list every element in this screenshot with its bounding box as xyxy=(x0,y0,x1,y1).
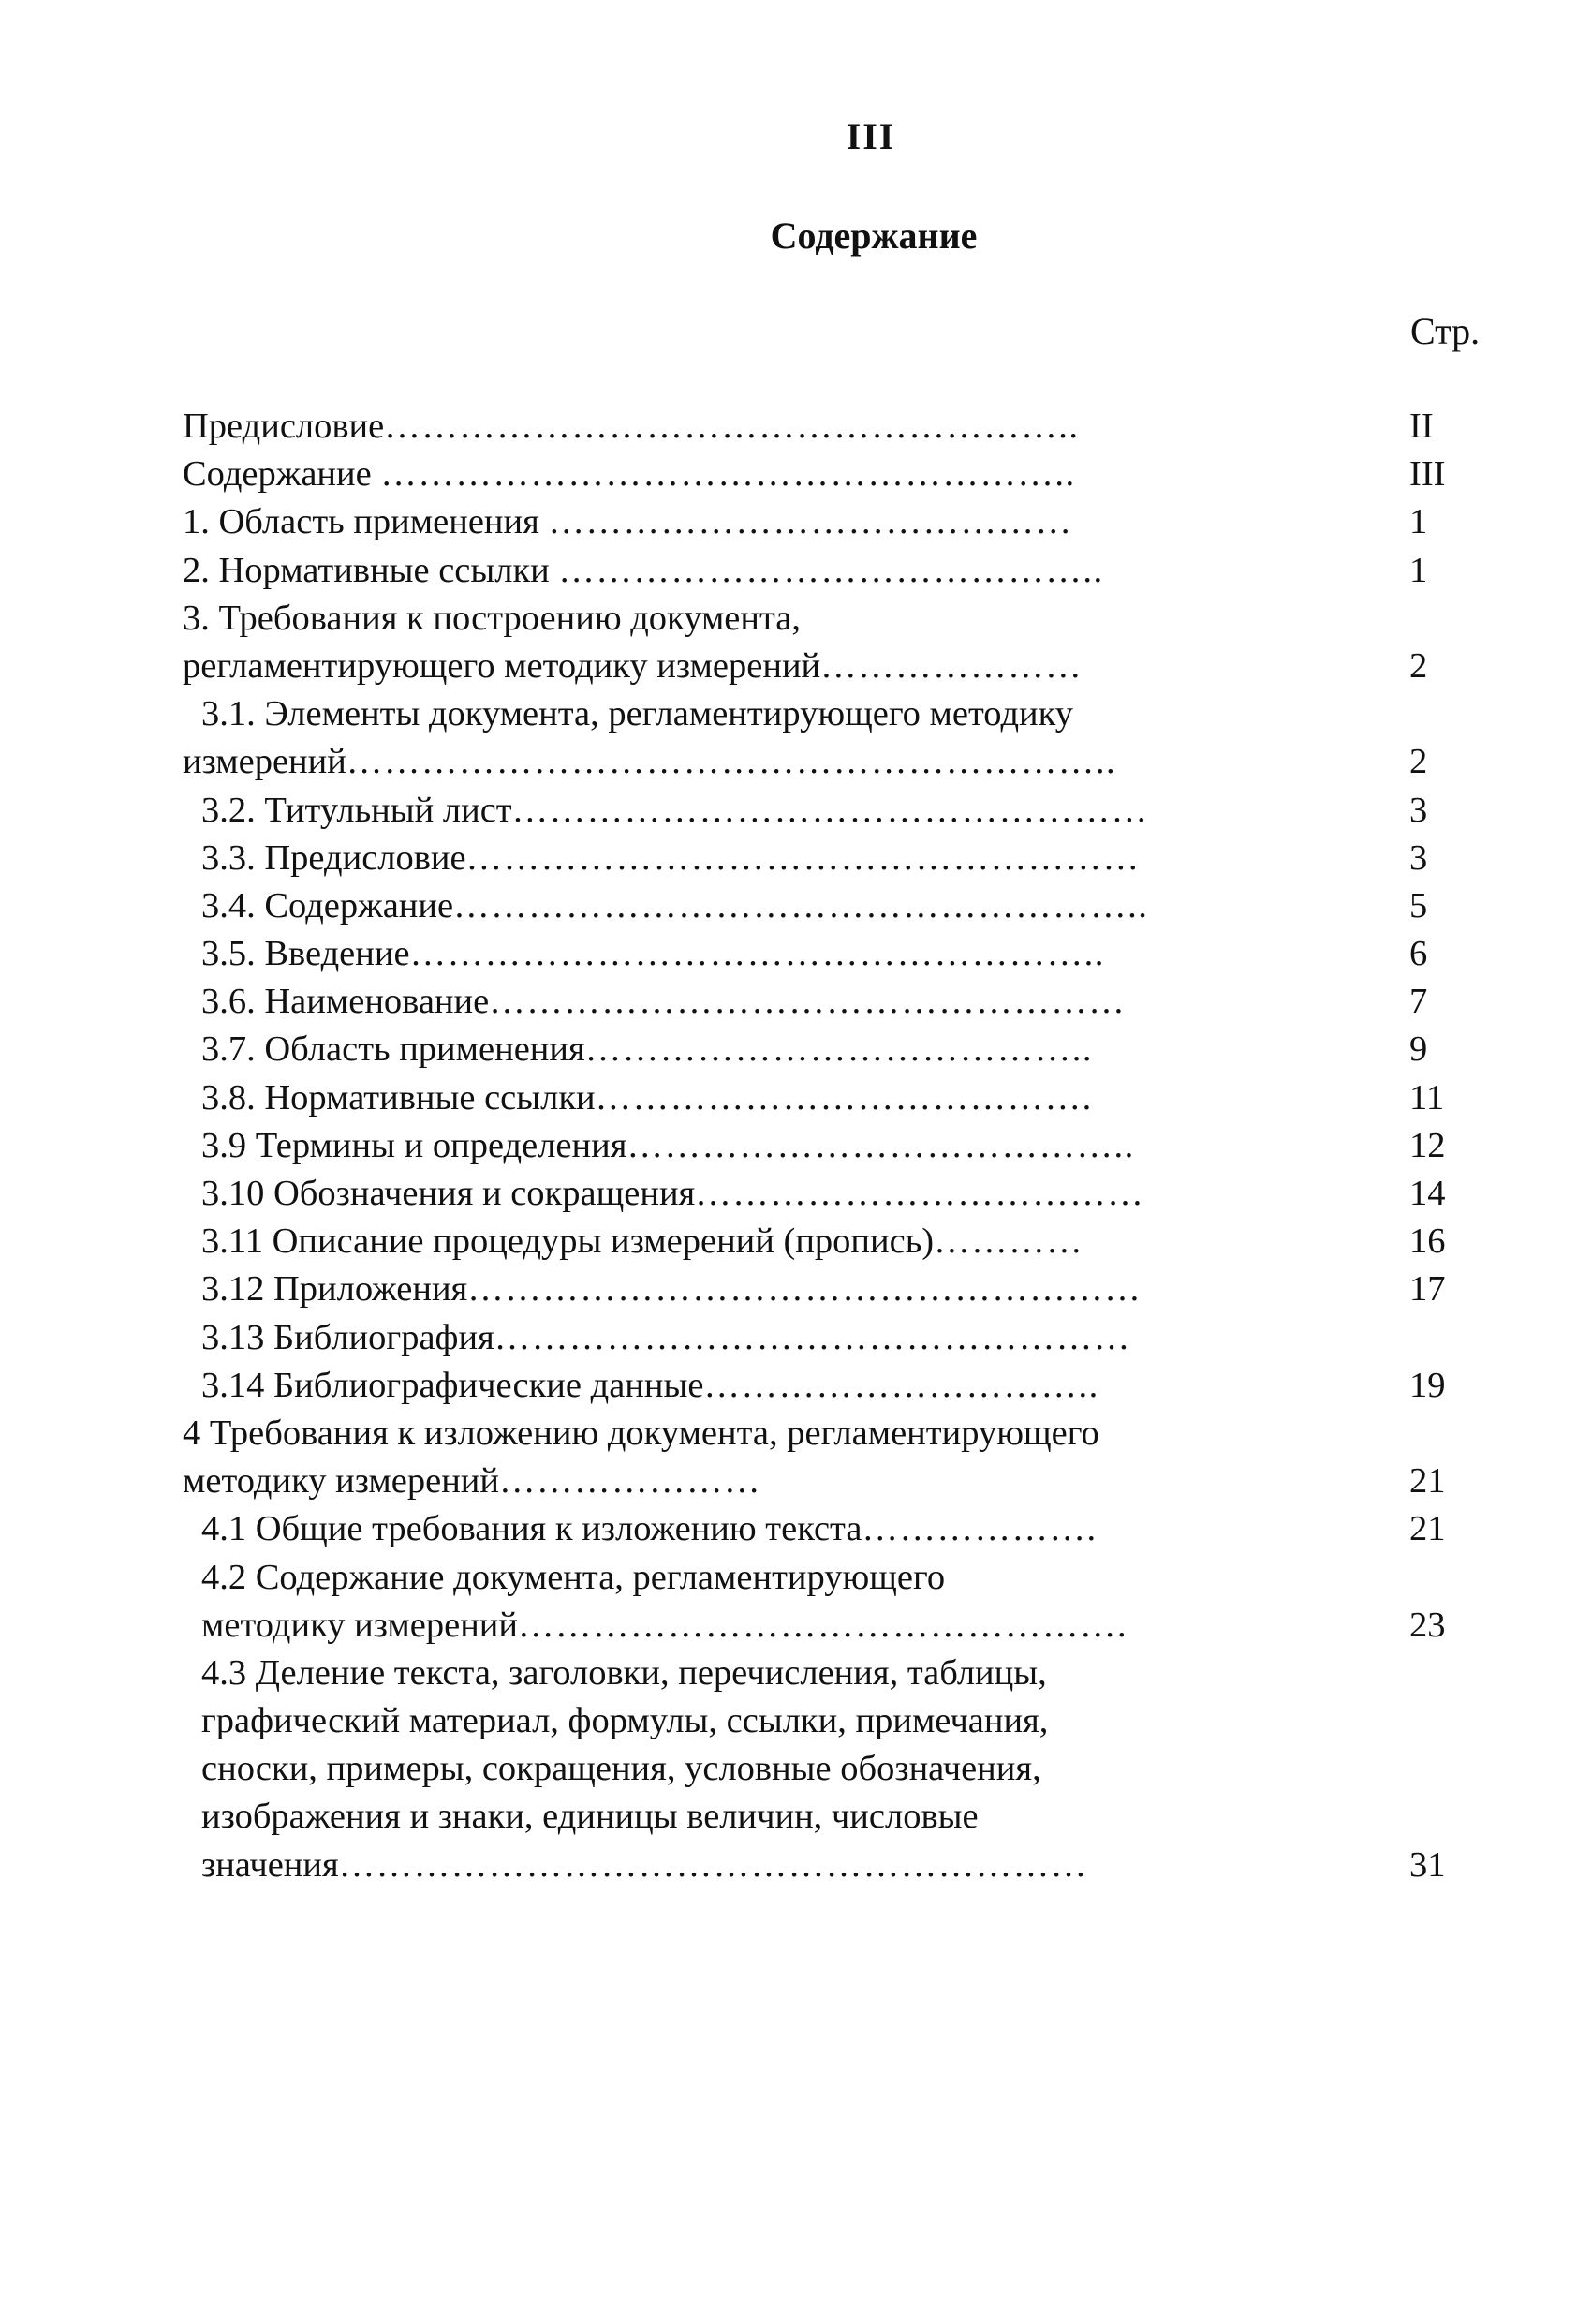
toc-entry-label: 3. Требования к построению документа, xyxy=(183,598,802,638)
toc-entry-label: 3.7. Область применения xyxy=(201,1029,585,1070)
toc-entry-label: 3.1. Элементы документа, регламентирующего методику xyxy=(201,694,1074,734)
toc-entry-page-number xyxy=(1409,1554,1494,1602)
toc-entry xyxy=(183,787,1494,835)
toc-entry-text xyxy=(201,1745,1041,1793)
toc-entry-text xyxy=(201,1266,1142,1313)
toc-entry-label: 4 Требования к изложению документа, регламентирующего xyxy=(183,1413,1099,1453)
toc-entry-text xyxy=(183,498,1072,546)
toc-entry-page-number xyxy=(1409,690,1494,738)
toc-entry-label: 1. Область применения xyxy=(183,502,549,542)
toc-entry xyxy=(183,1314,1494,1362)
toc-entry-page-number xyxy=(1409,595,1494,643)
toc-entry-text xyxy=(201,787,1149,835)
toc-entry-text xyxy=(183,1410,1099,1458)
toc-entry-leader-dots: ………………………….. xyxy=(703,1365,1099,1405)
toc-entry xyxy=(183,1218,1494,1266)
toc-entry-leader-dots: ……………………………………………….. xyxy=(380,454,1076,495)
toc-entry-leader-dots: ……………………………………………….. xyxy=(384,407,1080,446)
toc-entry-leader-dots: ……………………………………………….. xyxy=(453,885,1149,925)
toc-entry-leader-dots: …………………………………………………… xyxy=(338,1844,1088,1885)
toc-entry-text xyxy=(201,690,1073,738)
toc-entry xyxy=(183,930,1494,978)
toc-entry-page-number: 23 xyxy=(1409,1605,1446,1645)
toc-entry-label: 4.2 Содержание документа, регламентирующего xyxy=(201,1557,946,1597)
toc-entry-leader-dots: ………………. xyxy=(862,1509,1098,1549)
toc-entry xyxy=(183,1697,1494,1745)
toc-entry-page-number xyxy=(1409,1793,1494,1841)
toc-entry-label: 3.9 Термины и определения xyxy=(201,1125,627,1165)
toc-entry xyxy=(183,1842,1494,1889)
toc-entry-page-number: 2 xyxy=(1409,742,1428,782)
toc-entry-label: Предисловие xyxy=(183,407,385,446)
toc-entry-leader-dots: …………………………………….. xyxy=(558,550,1104,590)
toc-entry-page-number: 11 xyxy=(1409,1077,1445,1118)
toc-entry-page-number: 3 xyxy=(1409,790,1428,830)
toc-entry-label: Содержание xyxy=(183,454,381,495)
toc-entry-page-number xyxy=(1409,1745,1494,1793)
toc-entry-leader-dots: ……………………………………………… xyxy=(465,837,1141,878)
toc-entry-label: методику измерений xyxy=(183,1461,500,1502)
toc-entry xyxy=(183,451,1494,498)
toc-entry-leader-dots: …………………………………. xyxy=(595,1077,1093,1118)
toc-entry-page-number: III xyxy=(1409,454,1446,495)
toc-entry-label: сноски, примеры, сокращения, условные обозначения, xyxy=(201,1749,1041,1789)
toc-entry xyxy=(183,403,1494,451)
toc-entry xyxy=(183,547,1494,595)
toc-entry-text xyxy=(201,882,1148,930)
toc-entry-label: 4.1 Общие требования к изложению текста xyxy=(201,1509,862,1549)
toc-entry-leader-dots: …………………………………………… xyxy=(494,1317,1131,1357)
toc-entry-label: 3.6. Наименование xyxy=(201,982,490,1022)
toc-entry-label: 3.5. Введение xyxy=(201,934,410,974)
toc-entry-page-number: 9 xyxy=(1409,1029,1428,1070)
toc-entry-page-number: 5 xyxy=(1409,885,1428,925)
toc-entry-page-number: 1 xyxy=(1409,502,1428,542)
toc-entry-page-number: 21 xyxy=(1409,1509,1446,1549)
toc-entry-page-number: 17 xyxy=(1409,1269,1446,1310)
toc-entry xyxy=(183,643,1494,690)
toc-entry xyxy=(183,595,1494,643)
toc-entry-text xyxy=(201,1697,1048,1745)
toc-entry-page-number: 16 xyxy=(1409,1221,1446,1262)
toc-entry-text xyxy=(201,1602,1128,1650)
toc-entry-text xyxy=(201,1505,1098,1553)
toc-entry-text xyxy=(201,1074,1093,1122)
toc-entry xyxy=(183,1650,1494,1697)
toc-entry-page-number xyxy=(1409,1410,1494,1458)
toc-entry-label: измерений xyxy=(183,742,346,782)
toc-entry-leader-dots: ……………………………………………… xyxy=(467,1269,1142,1310)
toc-entry-text xyxy=(201,1026,1093,1073)
toc-entry-label: методику измерений xyxy=(201,1605,519,1645)
toc-entry-leader-dots: ………………………………….. xyxy=(584,1029,1093,1070)
toc-entry-text xyxy=(201,1362,1099,1410)
toc-entry xyxy=(183,1554,1494,1602)
toc-entry-text xyxy=(201,1218,1083,1266)
toc-entry-text xyxy=(201,978,1126,1026)
toc-entry-text xyxy=(201,1122,1135,1170)
toc-entry-page-number xyxy=(1409,1314,1494,1362)
toc-entry-text xyxy=(183,403,1080,451)
toc-entry-page-number: 2 xyxy=(1409,645,1428,686)
toc-entry-label: 3.3. Предисловие xyxy=(201,837,466,878)
toc-entry-leader-dots: …………………………………………… xyxy=(511,790,1149,830)
toc-entry-label: 3.13 Библиография xyxy=(201,1317,494,1357)
toc-entry xyxy=(183,1266,1494,1313)
toc-entry-leader-dots: ……………………………… xyxy=(695,1174,1145,1213)
toc-entry-text xyxy=(201,1793,979,1841)
toc-entry-text xyxy=(201,1842,1088,1889)
toc-entry xyxy=(183,1505,1494,1553)
page-number: III xyxy=(846,115,896,157)
toc-entry xyxy=(183,1170,1494,1218)
toc-entry-text xyxy=(201,835,1141,882)
toc-entry xyxy=(183,1362,1494,1410)
toc-entry-page-number: 3 xyxy=(1409,837,1428,878)
toc-entry xyxy=(183,498,1494,546)
toc-entry-text xyxy=(201,1314,1131,1362)
toc-entry-text xyxy=(201,1170,1144,1218)
toc-entry-label: регламентирующего методику измерений xyxy=(183,645,821,686)
toc-entry-text xyxy=(183,738,1116,786)
toc-entry-page-number: 21 xyxy=(1409,1461,1446,1502)
toc-entry-text xyxy=(201,1554,945,1602)
toc-entry-text xyxy=(183,451,1076,498)
toc-entry-page-number: 19 xyxy=(1409,1365,1446,1405)
toc-entry xyxy=(183,1458,1494,1505)
toc-entry xyxy=(183,1793,1494,1841)
toc-entry xyxy=(183,1074,1494,1122)
toc-entry-page-number: 1 xyxy=(1409,550,1428,590)
table-of-contents xyxy=(183,403,1494,1889)
toc-entry-label: 3.2. Титульный лист xyxy=(201,790,512,830)
toc-entry-page-number xyxy=(1409,1697,1494,1745)
page-title: Содержание xyxy=(770,215,978,257)
toc-entry-leader-dots: …………………………………………. xyxy=(518,1605,1128,1645)
toc-entry-label: 4.3 Деление текста, заголовки, перечисления, таблицы, xyxy=(201,1652,1047,1693)
toc-entry-leader-dots: ………………… xyxy=(820,645,1083,686)
toc-entry-page-number: 14 xyxy=(1409,1174,1446,1213)
toc-entry-leader-dots: …………………………………………………….. xyxy=(346,742,1117,782)
toc-entry-leader-dots: …………………………………… xyxy=(548,502,1073,542)
toc-entry-label: 3.8. Нормативные ссылки xyxy=(201,1077,596,1118)
toc-entry-page-number xyxy=(1409,1650,1494,1697)
toc-entry-text xyxy=(201,930,1105,978)
toc-entry-page-number: 7 xyxy=(1409,982,1428,1022)
toc-entry-label: изображения и знаки, единицы величин, числовые xyxy=(201,1797,979,1837)
toc-entry-label: значения xyxy=(201,1844,339,1885)
toc-entry-leader-dots: ……………………………………………….. xyxy=(409,934,1105,974)
toc-entry-label: 3.4. Содержание xyxy=(201,885,454,925)
toc-entry-label: 3.11 Описание процедуры измерений (пропись) xyxy=(201,1221,935,1262)
page-column-header: Стр. xyxy=(1410,310,1481,352)
toc-entry xyxy=(183,690,1494,738)
toc-entry-page-number: 31 xyxy=(1409,1844,1446,1885)
toc-entry-label: 3.10 Обозначения и сокращения xyxy=(201,1174,696,1213)
toc-entry-label: графический материал, формулы, ссылки, примечания, xyxy=(201,1701,1049,1741)
toc-entry-leader-dots: ………………… xyxy=(499,1461,762,1502)
toc-entry xyxy=(183,1410,1494,1458)
toc-entry xyxy=(183,1745,1494,1793)
toc-entry-label: 3.12 Приложения xyxy=(201,1269,468,1310)
toc-entry-page-number: 12 xyxy=(1409,1125,1446,1165)
toc-entry-label: 2. Нормативные ссылки xyxy=(183,550,559,590)
toc-entry-leader-dots: ………… xyxy=(934,1221,1084,1262)
toc-entry xyxy=(183,1122,1494,1170)
toc-entry-label: 3.14 Библиографические данные xyxy=(201,1365,704,1405)
toc-entry xyxy=(183,978,1494,1026)
toc-entry xyxy=(183,882,1494,930)
toc-entry-text xyxy=(183,643,1083,690)
toc-entry-leader-dots: …………………………………………… xyxy=(489,982,1127,1022)
toc-entry xyxy=(183,1026,1494,1073)
toc-entry-page-number: 6 xyxy=(1409,934,1428,974)
toc-entry-text xyxy=(183,547,1104,595)
toc-entry xyxy=(183,738,1494,786)
toc-entry xyxy=(183,1602,1494,1650)
toc-entry-text xyxy=(201,1650,1047,1697)
toc-entry-text xyxy=(183,1458,761,1505)
toc-entry-text xyxy=(183,595,801,643)
toc-entry-page-number: II xyxy=(1409,407,1434,446)
toc-entry-leader-dots: ………………………………….. xyxy=(626,1125,1135,1165)
toc-entry xyxy=(183,835,1494,882)
